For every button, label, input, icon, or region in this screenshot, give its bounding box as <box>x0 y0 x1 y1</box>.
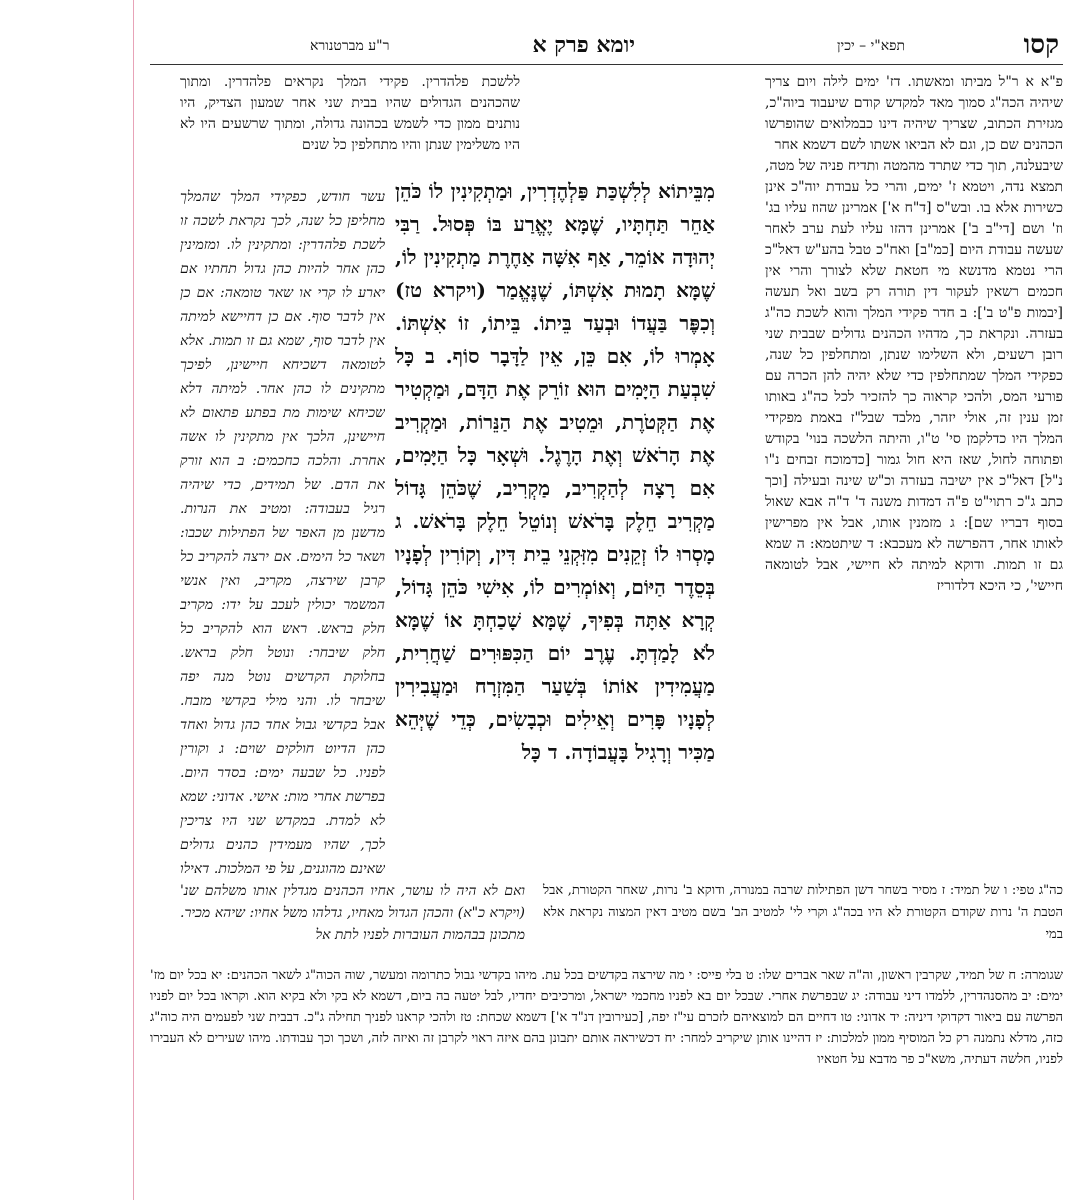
header-rule <box>150 64 1063 65</box>
bartenura-commentary-bottom: ואם לא היה לו עושר, אחיו הכהנים מגדלין אותו משלהם שנ' (ויקרא כ"א) והכהן הגדול מאחיו, גדלהו משל אחיו: שיהא מכיר. מתכונן בבהמות העוברות לפניו לתת אל <box>180 883 525 943</box>
page-title: יומא פרק א <box>532 32 635 58</box>
footnotes-block: שגומרה: ח של תמיד, שקרבין ראשון, וה"ה שאר אברים שלו: ט בלי פייס: י מה שירצה בקדשים בכל עת. מיהו בקדשי גבול כתרומה ומעשר, שוה הכוה"ג לשאר הכהנים: יא בכל יום מז' ימים: יב מהסנהדרין, ללמדו דיני עבודה: יג שבפרשת אחרי. שבכל יום בא לפניו מחכמי ישראל, ומרכיבים יחדיו, לבל יטעה בה ביום, דשמא לא בקי ולא בקיא הוא. וקראו בכל יום לפניו הפרשה עם ביאור דקדוקי דיניה: יד אדוני: טו דחיים הם למוצאיהם לזכרם עי"ז יפה, [כעירובין דנ"ד א'] דשמא שכחת: טז ולהכי קראנו לפניך תחילה ג"כ. דבבית שני לפעמים היה כוה"ג כזה, מדלא נתמנה רק כל המוסיף ממון למלכות: יז דהיינו אותן שיקריב למחר: יח דכשיראה אותם יתבונן בהם איזה ראוי לקרבן זה ואיזה לזה, ושכך וכך עבודתו. מיהו שעירים לא העבירו לפניו, חלשה דעתיה, משא"כ פר מדבא על חטאיו <box>150 968 1063 1067</box>
tiferet-commentary-lower: שיבעלנה, תוך כדי שתרד מהמטה ותדיח פניה של מטה, תמצא נדה, ויטמא ז' ימים, והרי כל עבודת יוה"כ אינן כשירות אלא בו. ובש"ס [ד"ח א'] אמרינן שהוז עליו בג' וז' ושם [די"ב ב'] אמרינן דהזו עליו לעת ערב לאחר שעשה עבודת היום [כמ"ב] ואח"כ טבל בהע"ש דאל"כ הרי נטמא מדנשא מי חטאת שלא לצורך והרי אין חכמים רשאין לעקור דין תורה רק בשב ואל תעשה [יבמות פ"ט ב']: ב חדר פקידי המלך והוא לשכת כה"ג בעזרה. ונקראת כך, מדהיו הכהנים גדולים שבבית שני רובן רשעים, ולא השלימו שנתן, ומתחלפין כל שנה, כפקידי המלך שמתחלפין כדי שלא יהיה להן הכרה עם פורעי המס, ולהכי קראוה כך להזכיר לכל כה"ג באותו זמן ענין זה, אולי יזהר, מלבד שבל"ז באמת מפקידי המלך היו כדלקמן סי' ט"ו, והיתה הלשכה בנוי' בקודש ופתוחה לחול, שאז היא חול גמור [כדמוכח זבחים נ"ו נ"ל] דאל"כ אין ישיבה בעזרה וכ"ש שינה ובעילה [וכך כתב ג"כ רתוי"ט פ"ה דמדות משנה ד' ד"ה אבא שאול בסוף דבריו שם]: ג מזמנין אותו, אבל אין מפרישין לאותו אחר, דהפרשה לא מעכבא: ד שיתטמא: ה שמא גם זו תמות. ודוקא למיתה לא חיישי, אבל לטומאה חיישי', כי היכא דלדוריז <box>765 158 1063 594</box>
bartenura-commentary-column: עשר חודש, כפקידי המלך שהמלך מחליפן כל שנה, לכך נקראת לשכה זו לשכת פלהדרין: ומתקינין לו. ומזמינין כהן אחר להיות כהן גדול תחתיו אם יארע לו קרי או שאר טומאה: אם כן אין לדבר סוף. אם כן דחיישא למיתה אין לדבר סוף, שמא גם זו תמות. אלא לטומאה דשכיחא חיישינן, לפיכך מתקינים לו כהן אחר. למיתה דלא שכיחא שימות מת בפתע פתאום לא חיישינן, הלכך אין מתקינין לו אשה אחרת. והלכה כחכמים: ב הוא זורק את הדם. של תמידים, כדי שיהיה רגיל בעבודה: ומטיב את הנרות. מדשנן מן האפר של הפתילות שכבו: ושאר כל הימים. אם ירצה להקריב כל קרבן שירצה, מקריב, ואין אנשי המשמר יכולין לעכב על ידו: מקריב חלק בראש. ראש הוא להקריב כל חלק שיבחר: ונוטל חלק בראש. בחלוקת הקדשים נוטל מנה יפה שיבחר לו. והני מילי בקדשי מזבח. אבל בקדשי גבול אחד כהן גדול ואחד כהן הדיוט חולקים שוים: ג וקורין לפניו. כל שבעה ימים: בסדר היום. בפרשת אחרי מות: אישי. אדוני: שמא לא למדת. במקדש שני היו צריכין לכך, שהיו מעמידין כהנים גדולים שאינם מהוגנים, על פי המלכות. דאילו <box>180 189 385 875</box>
page-number: קסו <box>1023 30 1059 60</box>
page-header <box>150 30 1065 64</box>
commentary-label-left: ר"ע מברטנורא <box>310 38 390 54</box>
mishnah-text: מִבֵּיתוֹא לְלִשְׁכַּת פַּלְהֶדְרִין, וּמַתְקִינִין לוֹ כֹּהֵן אַחֵר תַּחְתָּיו, שֶׁמָּא יֶאֱרַע בּוֹ פְּסוּל. רַבִּי יְהוּדָה אוֹמֵר, אַף אִשָּׁה אַחֶרֶת מַתְקִינִין לוֹ, שֶׁמָּא תָמוּת אִשְׁתּוֹ, שֶׁנֶּאֱמַר (ויקרא טז) וְכִפֶּר בַּעֲדוֹ וּבְעַד בֵּיתוֹ. בֵּיתוֹ, זוֹ אִשְׁתּוֹ. אָמְרוּ לוֹ, אִם כֵּן, אֵין לַדָּבָר סוֹף. ב כָּל שִׁבְעַת הַיָּמִים הוּא זוֹרֵק אֶת הַדָּם, וּמַקְטִיר אֶת הַקְּטֹרֶת, וּמֵטִיב אֶת הַנֵּרוֹת, וּמַקְרִיב אֶת הָרֹאשׁ וְאֶת הָרֶגֶל. וּשְׁאָר כָּל הַיָּמִים, אִם רָצָה לְהַקְרִיב, מַקְרִיב, שֶׁכֹּהֵן גָּדוֹל מַקְרִיב חֵלֶק בָּרֹאשׁ וְנוֹטֵל חֵלֶק בָּרֹאשׁ. ג מָסְרוּ לוֹ זְקֵנִים מִזִּקְנֵי בֵית דִּין, וְקוֹרִין לְפָנָיו בְּסֵדֶר הַיּוֹם, וְאוֹמְרִים לוֹ, אִישִׁי כֹּהֵן גָּדוֹל, קְרָא אַתָּה בְּפִיךָ, שֶׁמָּא שָׁכַחְתָּ אוֹ שֶׁמָּא לֹא לָמַדְתָּ. עֶרֶב יוֹם הַכִּפּוּרִים שַׁחֲרִית, מַעֲמִידִין אוֹתוֹ בְּשַׁעַר הַמִּזְרָח וּמַעֲבִירִין לְפָנָיו פָּרִים וְאֵילִים וּכְבָשִׂים, כְּדֵי שֶׁיְּהֵא מַכִּיר וְרָגִיל בָּעֲבוֹדָה. ד כָּל <box>395 179 715 764</box>
tiferet-commentary-column <box>765 72 1063 890</box>
page-margin-line <box>133 0 134 1200</box>
tiferet-commentary-top: פ"א א ר"ל מביתו ומאשתו. דז' ימים לילה ויום צריך שיהיה הכה"ג סמוך מאד למקדש קודם שיעבוד ביוה"כ, מגזירת הכתוב, שצריך שיהיה דינו כבמלואים שהופרשו הכהנים שם כן, וגם לא הביאו אשתו לשם דשמא אחר <box>765 74 1063 153</box>
bartenura-commentary-top: ללשכת פלהדרין. פקידי המלך נקראים פלהדרין. ומתוך שהכהנים הגדולים שהיו בבית שני אחר שמעון הצדיק, היו נותנים ממון כדי לשמש בכהונה גדולה, ומתוך שרשעים היו לא היו משלימין שנתן והיו מתחלפין כל שנים <box>180 74 520 153</box>
commentary-label-right: תפא"י – יכין <box>836 38 905 54</box>
tiferet-commentary-bottom: כה"ג טפי: ו של תמיד: ז מסיר בשחר דשן הפתילות שרבה במנורה, ודוקא ב' נרות, שאחר הקטורת, אבל הטבת ה' נרות שקודם הקטורת לא היו בכה"ג וקרי לי' למטיב הב' בשם מטיב דאין המצוה נקראת אלא במי <box>543 883 1063 942</box>
